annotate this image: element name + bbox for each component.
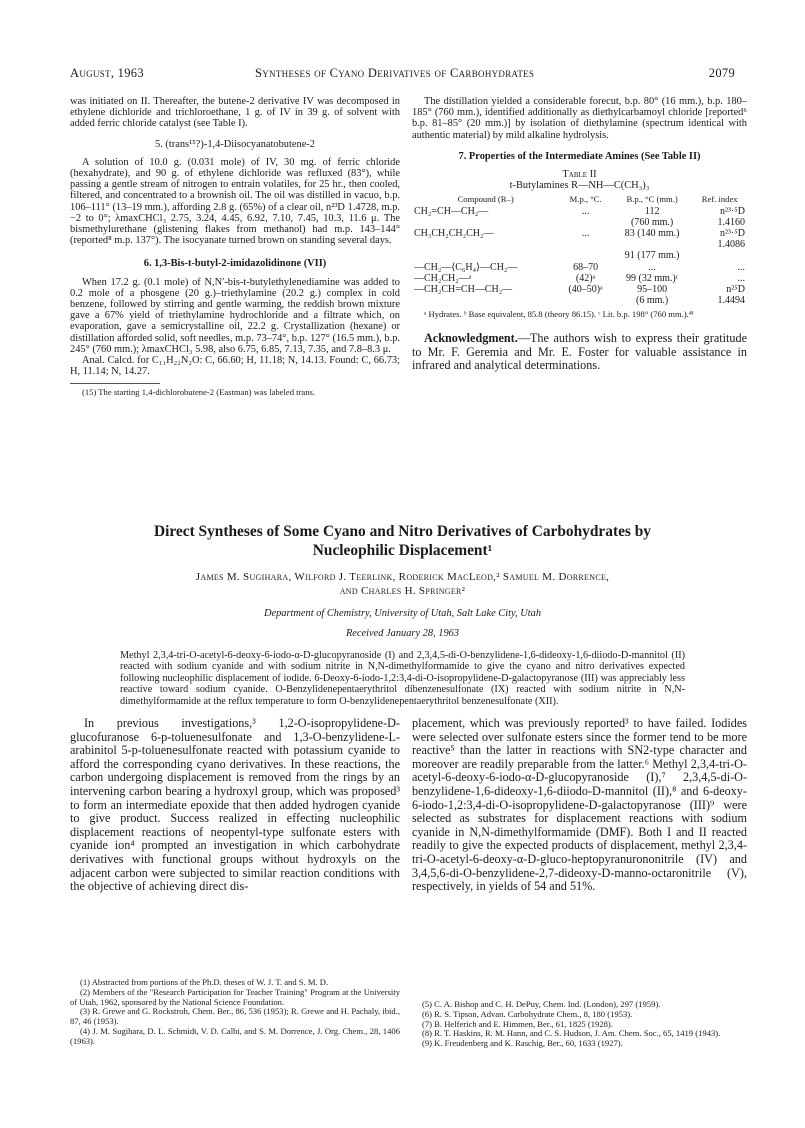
table-cell: 99 (32 mm.)ᶜ [626,272,679,284]
header-running-title: Syntheses of Cyano Derivatives of Carbohydrates [255,66,535,80]
footnote-divider [70,383,160,384]
table-cell [559,295,612,306]
authors-line-2: and Charles H. Springer² [339,585,466,597]
section6-text: When 17.2 g. (0.1 mole) of N,N′-bis-t-butylethylenediamine was added to 0.2 mole of a phosgene (20 g.)–triethylamine (20.2 g.) complex in cold benzene, followed by stirring and gentle warming, the reddish brown mixture gave a 67% yield of triethylamine hydrochloride and a filtrate which, on evaporation, gave a semicrystalline oil, 22.2 g. Crystallization (hexane) or distillation afforded solid, soft needles, m.p. 73–74°, b.p. 127° (16.5 mm.), b.p. 245° (760 mm.); λmaxCHCl₃ 5.98, also 6.75, 6.85, 7.13, 7.35, and 7.8–8.3 μ. [70,276,400,355]
table-cell [559,217,612,228]
table-row [412,284,747,295]
right-column [412,96,747,373]
authors-line-1: James M. Sugihara, Wilford J. Teerlink, Roderick MacLeod,² Samuel M. Dorrence, [195,571,610,583]
table-cell: n²³·⁵D [719,205,745,217]
section6-heading: 6. 1,3-Bis-t-butyl-2-imidazolidinone (VII) [143,258,327,270]
footnote: (7) B. Helferich and E. Himmen, Ber., 61, 1825 (1928). [422,1018,613,1029]
analysis-text: Anal. Calcd. for C₁₁H₂₂N₂O: C, 66.60; H, 11.18; N, 14.13. Found: C, 66.73; H, 11.14; N, 14.27. [70,355,400,378]
table-cell [412,250,559,261]
footnote: (2) Members of the "Research Participation for Teacher Training" Program at the University of Utah, 1962, sponsored by the National Science Foundation. [70,986,400,1007]
table-cell: ... [581,205,590,217]
table-row [412,250,747,261]
table-header: Ref. index [701,194,738,205]
table-row [412,295,747,306]
table-cell: —CH₂CH₂—ᵃ [414,272,472,284]
amines-table [412,194,747,306]
table-footnote: ᵃ Hydrates. ᵇ Base equivalent, 85.8 (theory 86.15). ᶜ Lit. b.p. 198° (760 mm.).⁴ᶠ [424,309,694,320]
footnote: (9) K. Freudenberg and K. Raschig, Ber., 60, 1633 (1927). [422,1038,623,1049]
table-cell: ... [737,261,745,273]
table-row [412,217,747,228]
table-cell [412,217,559,228]
footnote: (5) C. A. Bishop and C. H. DePuy, Chem. Ind. (London), 297 (1959). [422,999,661,1009]
table-row [412,262,747,273]
table-cell: ... [581,228,590,240]
table-cell: 1.4494 [717,295,745,307]
table-cell: ... [737,272,745,284]
section5-text: A solution of 10.0 g. (0.031 mole) of IV, 30 mg. of ferric chloride (hexahydrate), and 90 g. of ethylene dichloride was refluxed (83°), while passing a gentle stream of nitrogen to entrain volatiles, for 25 hr., then cooled, filtered, and concentrated to a brownish oil. The oil was distilled in vacuo, b.p. 106–111° (13–19 mm.), affording 2.8 g. (65%) of a clear oil, n²³D 1.4728, m.p. −2 to 0°; λmaxCHCl₃ 2.75, 3.24, 4.45, 6.92, 7.10, 7.45, 10.3, 11.6 μ. The bismethylurethane (glistening flakes from methanol) had m.p. 143–144° (reported⁸ m.p. 137°). The isocyanate turned brown on standing several days. [70,156,400,247]
body-left: In previous investigations,³ 1,2-O-isopropylidene-D-glucofuranose 6-p-toluenesulfonate and 1,3-O-benzylidene-L-arabinitol 5-p-toluenesulfonate reacted with potassium cyanide to afford the corresponding cyano derivatives. In these reactions, the carbon undergoing displacement is removed from the rings by an intervening carbon bearing a hydroxyl group, which was proposed³ to form an intermediate epoxide that then added hydrogen cyanide to give product. Success realized in effecting nucleophilic displacement reactions of neopentyl-type sulfonate esters with cyanide ion⁴ prompted an investigation in which carbohydrate derivatives with functional groups without hydroxyls on the adjacent carbon were subjected to similar reaction conditions with the objective of achieving direct dis- [70,716,400,894]
table-cell: —CH₂CH=CH—CH₂— [414,284,513,296]
table-cell: CH₂=CH—CH₂— [414,205,489,217]
table-cell: 112 [644,205,660,217]
table-cell: n²³·⁵D [719,228,745,240]
table-subtitle: t-Butylamines R—NH—C(CH₃)₃ [509,180,650,192]
table-cell: 83 (140 mm.) [624,228,680,240]
table-cell: 1.4160 [717,216,745,228]
table-cell: 95–100 [637,284,668,296]
table-cell: 1.4086 [717,239,745,251]
table-cell: (42)ᵃ [575,272,596,284]
footnotes-right [412,1000,747,1049]
left-intro: was initiated on II. Thereafter, the butene-2 derivative IV was decomposed in ethylene dichloride and trichloroethane, 1 g. of IV in 39 g. of solvent with added ferric chloride catalyst (see Table I). [70,96,400,130]
affiliation: Department of Chemistry, University of Utah, Salt Lake City, Utah [263,608,542,619]
section5-heading: 5. (trans¹⁵?)-1,4-Diisocyanatobutene-2 [155,138,315,150]
article-authors [70,570,735,598]
table-cell [559,239,612,250]
table-cell [692,250,747,261]
table-cell: (40–50)ᵃ [568,284,603,296]
footnote-15: (15) The starting 1,4-dichlorobutene-2 (Eastman) was labeled trans. [82,387,315,398]
table-row [412,206,747,217]
table-row [412,273,747,284]
table-cell: —CH₂—⟨C₆H₄⟩—CH₂— [414,261,518,273]
acknowledgment [412,332,747,373]
table-cell [559,250,612,261]
table-header: B.p., °C (mm.) [626,194,678,205]
acknowledgment-label: Acknowledgment. [424,331,518,346]
footnote: (8) R. T. Haskins, R. M. Hann, and C. S. Hudson, J. Am. Chem. Soc., 65, 1419 (1943). [422,1028,721,1039]
footnote: (3) R. Grewe and G. Rockstroh, Chem. Ber., 86, 536 (1953); R. Grewe and H. Pachaly, ibid., 87, 46 (1953). [70,1006,400,1027]
table-header: Compound (R–) [457,194,514,205]
table-cell: 68–70 [573,261,599,273]
received-date: Received January 28, 1963 [345,628,460,639]
table-cell: 91 (177 mm.) [624,250,680,262]
table-cell: ... [648,261,656,273]
table-title: Table II [562,169,597,181]
section7-heading: 7. Properties of the Intermediate Amines (See Table II) [458,150,701,162]
table-cell [412,239,559,250]
table-cell: (6 mm.) [636,295,669,307]
right-intro: The distillation yielded a considerable forecut, b.p. 80° (16 mm.), b.p. 180–185° (760 mm.), identified additionally as diethylcarbamoyl chloride [reported⁶ b.p. 81–85° (20 mm.)] by isolation of diethylamine (spectrum identical with authentic material) by mild alkaline hydrolysis. [412,96,747,141]
table-cell [612,239,692,250]
left-column [70,96,400,398]
footnotes-left [70,978,400,1047]
table-cell: (760 mm.) [631,216,674,228]
table-cell: CH₃CH₂CH₂CH₂— [414,228,494,240]
footnote: (4) J. M. Sugihara, D. L. Schmidt, V. D. Calbi, and S. M. Dorrence, J. Org. Chem., 28, 1406 (1963). [70,1025,400,1046]
footnote: (1) Abstracted from portions of the Ph.D. theses of W. J. T. and S. M. D. [80,977,329,987]
table-header-row [412,194,747,205]
table-row [412,228,747,239]
abstract: Methyl 2,3,4-tri-O-acetyl-6-deoxy-6-iodo-α-D-glucopyranoside (I) and 2,3,4,5-di-O-benzylidene-1,6-dideoxy-1,6-diiodo-D-mannitol (II) reacted with sodium cyanide and with sodium nitrite in N,N-dimethylformamide to give the cyano and nitro derivatives expected following nucleophilic displacement of iodide. 6-Deoxy-6-iodo-1,2:3,4-di-O-isopropylidene-D-galactopyranose (III) was appreciably less reactive toward sodium cyanide. O-Benzylidenepentaerythritol dibenzenesulfonate (IX) reacted with sodium nitrite in N,N-dimethylformamide at the reflux temperature to form O-benzylidenepentaerythritol benzenesulfonate (XII). [120,650,685,707]
header-date: August, 1963 [70,66,144,80]
table-header: M.p., °C. [569,194,602,205]
table-cell [412,295,559,306]
acknowledgment-text: —The authors wish to express their gratitude to Mr. F. Geremia and Mr. E. Foster for valuable assistance in infrared and analytical determinations. [412,331,747,373]
table-row [412,239,747,250]
table-cell: n²⁵D [726,284,745,296]
footnote: (6) R. S. Tipson, Advan. Carbohydrate Chem., 8, 180 (1953). [422,1008,633,1019]
title-line-1: Direct Syntheses of Some Cyano and Nitro Derivatives of Carbohydrates by [153,523,652,540]
title-line-2: Nucleophilic Displacement¹ [312,542,493,559]
article-title [70,522,735,560]
body-right: placement, which was previously reported³ to have failed. Iodides were selected over sulfonate esters since the former tend to be more reactive⁵ than the latter in reactions with SN2-type character and moreover are readily preparable from the latter.⁶ Methyl 2,3,4-tri-O-acetyl-6-deoxy-6-iodo-α-D-glucopyranoside (I),⁷ 2,3,4,5-di-O-benzylidene-1,6-dideoxy-1,6-diiodo-D-mannitol (II),⁸ and 6-deoxy-6-iodo-1,2:3,4-di-O-isopropylidene-D-galactopyranose (III)⁹ were selected as substrates for displacement reactions with sodium cyanide in N,N-dimethylformamide (DMF). Both I and II reacted readily to give the expected products of displacement, methyl 2,3,4-tri-O-acetyl-6-deoxy-α-D-gluco-heptopyranurononitrile (IV) and 3,4,5,6-di-O-benzylidene-2,7-dideoxy-D-manno-octaronitrile (V), respectively, in yields of 54 and 51%. [412,716,747,894]
page-number: 2079 [708,66,735,80]
